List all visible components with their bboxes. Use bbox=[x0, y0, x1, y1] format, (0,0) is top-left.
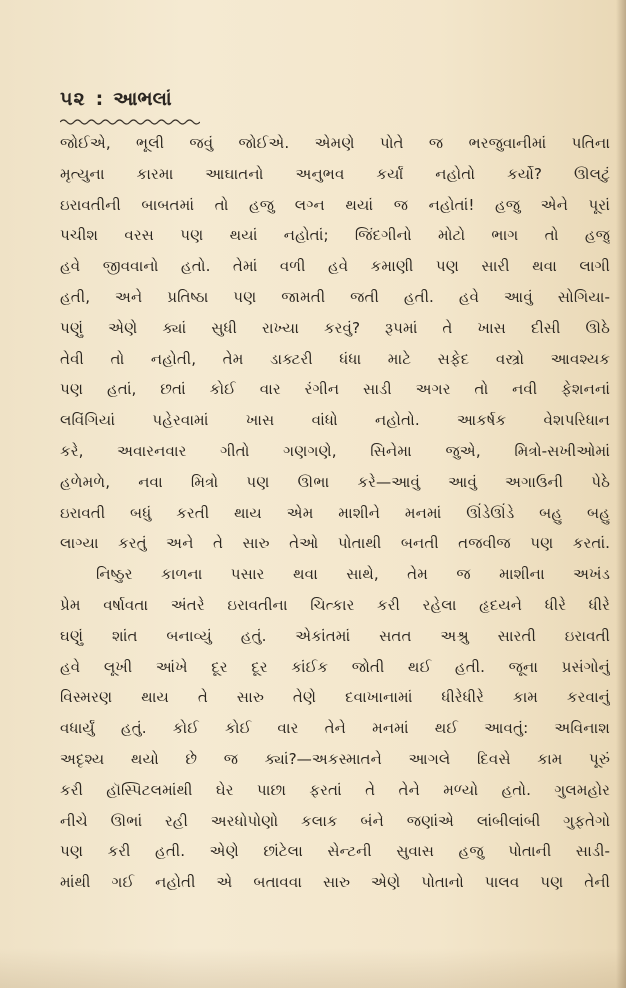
text-line: લાગ્યા કરતું અને તે સારુ તેઓ પોતાથી બનતી તજવીજ પણ કરતાં. bbox=[60, 534, 610, 553]
running-title: આભલાં bbox=[113, 88, 172, 110]
text-line: નિષ્ઠુર કાળના પસાર થવા સાથે, તેમ જ માશીના અખંડ bbox=[96, 565, 610, 584]
text-line: ઇરાવતીની બાબતમાં તો હજુ લગ્ન થયાં જ નહોતાં! હજુ એને પૂરાં bbox=[60, 195, 610, 214]
page-number: ૫૨ bbox=[60, 88, 86, 110]
body-text bbox=[60, 128, 610, 898]
text-line: જોઈએ, ભૂલી જવું જોઈએ. એમણે પોતે જ ભરજુવાનીમાં પતિના bbox=[60, 134, 610, 152]
text-line: તેવી તો નહોતી, તેમ ડાક્ટરી ધંધા માટે સફેદ વસ્ત્રો આવશ્યક bbox=[60, 349, 610, 368]
text-line: વધાર્યું હતું. કોઈ કોઈ વાર તેને મનમાં થઈ આવતું: અવિનાશ bbox=[60, 719, 610, 738]
text-line: લવિંગિયાં પહેરવામાં ખાસ વાંધો નહોતો. આકર્ષક વેશપરિધાન bbox=[60, 411, 610, 430]
text-line: માંથી ગઈ નહોતી એ બતાવવા સારુ એણે પોતાનો પાલવ પણ તેની bbox=[60, 873, 610, 892]
text-line: પણ કરી હતી. એણે છાંટેલા સેન્ટની સુવાસ હજુ પોતાની સાડી- bbox=[60, 842, 610, 861]
text-line: અદૃશ્ય થયો છે જ ક્યાં?—અકસ્માતને આગલે દિવસે કામ પૂરું bbox=[60, 749, 610, 768]
page-bottom-shade bbox=[0, 948, 626, 988]
text-line: હવે જીવવાનો હતો. તેમાં વળી હવે કમાણી પણ સારી થવા લાગી bbox=[60, 257, 610, 276]
header-separator: : bbox=[95, 88, 104, 110]
text-line: મૃત્યુના કારમા આઘાતનો અનુભવ કર્યાં નહોતો કર્યો? ઊલટું bbox=[60, 164, 610, 183]
text-line: ઇરાવતી બધું કરતી થાય એમ માશીને મનમાં ઊંડેઊંડે બહુ બહુ bbox=[60, 503, 610, 522]
text-line: વિસ્મરણ થાય તે સારુ તેણે દવાખાનામાં ધીરેધીરે કામ કરવાનું bbox=[60, 688, 610, 707]
page-header bbox=[60, 88, 360, 128]
text-line: પચીશ વરસ પણ થયાં નહોતાં; જિંદગીનો મોટો ભાગ તો હજુ bbox=[60, 226, 610, 245]
text-line: પણું એણે ક્યાં સુધી રાખ્યા કરવું? રૂપમાં તે ખાસ દીસી ઊઠે bbox=[60, 318, 610, 337]
text-line: પ્રેમ વર્ષાવતા અંતરે ઇરાવતીના ચિત્કાર કરી રહેલા હૃદયને ધીરે ધીરે bbox=[60, 595, 610, 614]
paragraph bbox=[60, 128, 610, 559]
text-line: કરે, અવારનવાર ગીતો ગણગણે, સિનેમા જુએ, મિત્રો-સખીઓમાં bbox=[60, 441, 610, 460]
text-line: કરી હૉસ્પિટલમાંથી ઘેર પાછા ફરતાં તે તેને મળ્યો હતો. ગુલમહોર bbox=[60, 780, 610, 799]
text-line: નીચે ઊભાં રહી અરધોપોણો કલાક બંને જણાંએ લાંબીલાંબી ગુફતેગો bbox=[60, 811, 610, 830]
text-line: ઘણું શાંત બનાવ્યું હતું. એકાંતમાં સતત અશ્રુ સારતી ઇરાવતી bbox=[60, 626, 610, 645]
text-line: હળેમળે, નવા મિત્રો પણ ઊભા કરે—આવું આવું અગાઉની પેઠે bbox=[60, 472, 610, 491]
title-wavy-underline bbox=[60, 118, 200, 126]
text-line: પણ હતાં, છતાં કોઈ વાર રંગીન સાડી અગર તો નવી ફેશનનાં bbox=[60, 380, 610, 399]
page-edge-shadow bbox=[616, 0, 626, 988]
text-line: હતી, અને પ્રતિષ્ઠા પણ જામતી જતી હતી. હવે આવું સોગિયા- bbox=[60, 287, 610, 306]
paragraph bbox=[60, 559, 610, 898]
text-line: હવે લૂખી આંખે દૂર દૂર કાંઈક જોતી થઈ હતી. જૂના પ્રસંગોનું bbox=[60, 657, 610, 676]
